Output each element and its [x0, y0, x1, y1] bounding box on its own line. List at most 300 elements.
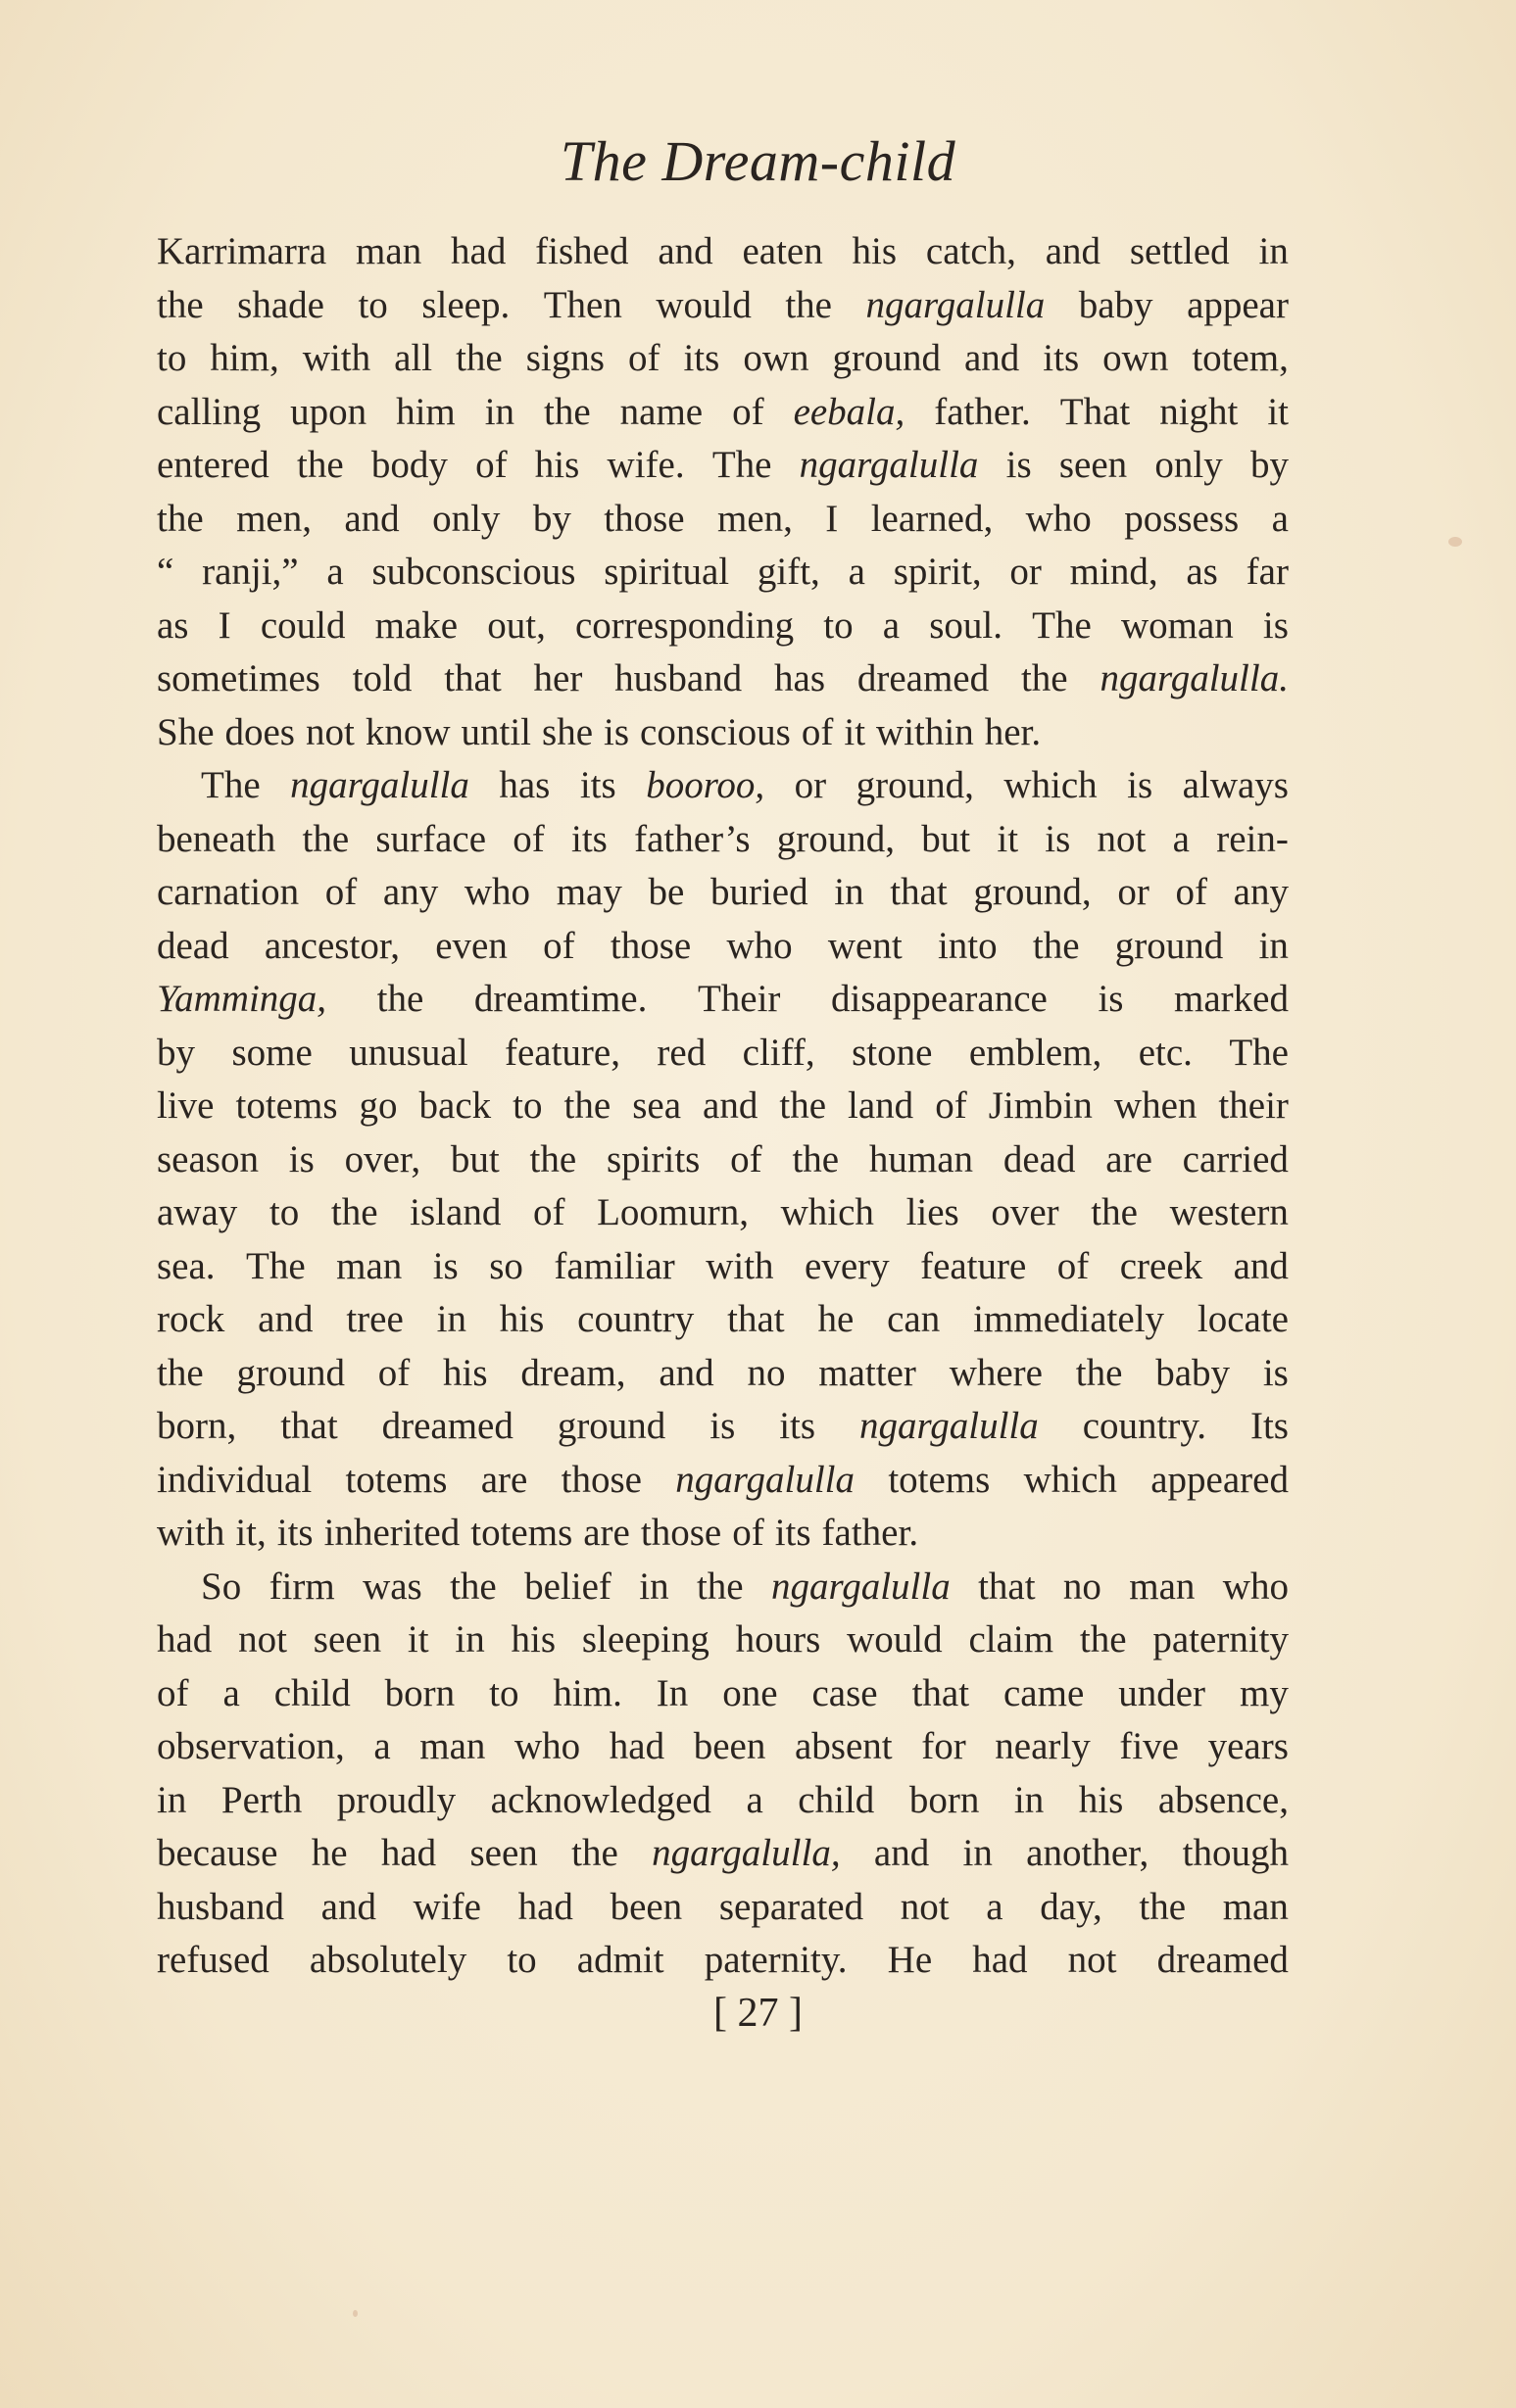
word: hours — [735, 1618, 821, 1661]
word: I — [218, 603, 231, 647]
word: sleep. — [421, 283, 511, 326]
word: man — [419, 1725, 486, 1767]
word: she — [542, 710, 594, 753]
word: the — [544, 390, 591, 433]
text-line — [157, 493, 1289, 547]
word: the — [1032, 924, 1080, 967]
word: of — [513, 817, 545, 860]
word: his — [534, 444, 580, 486]
word: case — [811, 1671, 878, 1714]
word: those — [610, 924, 692, 967]
word: of — [1175, 871, 1207, 913]
word: refused — [157, 1939, 269, 1981]
word: a — [986, 1885, 1003, 1928]
word: individual — [157, 1458, 313, 1501]
word: a — [326, 551, 344, 593]
word: The — [1032, 603, 1092, 647]
word: him, — [210, 337, 279, 379]
word: not — [306, 710, 355, 753]
word: the — [779, 1084, 827, 1127]
word: is — [1262, 603, 1289, 647]
word: of — [732, 390, 764, 433]
word: admit — [576, 1939, 664, 1981]
word: Jimbin — [988, 1084, 1093, 1127]
word: and — [344, 497, 400, 540]
word: born — [908, 1778, 980, 1821]
word: would — [656, 283, 752, 326]
word: away — [157, 1191, 238, 1233]
word: in — [455, 1618, 485, 1661]
text-line — [157, 1881, 1289, 1935]
word: claim — [968, 1618, 1054, 1661]
word: ground — [832, 337, 941, 379]
word: as — [1186, 551, 1218, 593]
word: had — [972, 1939, 1028, 1981]
word: that — [911, 1671, 970, 1714]
text-line — [157, 386, 1289, 440]
word: rock — [157, 1298, 225, 1340]
word: the — [785, 283, 832, 326]
word: no — [747, 1351, 786, 1394]
word: ngargalulla — [865, 283, 1046, 326]
word: child — [273, 1671, 351, 1714]
word: years — [1207, 1725, 1289, 1767]
word: settled — [1129, 230, 1230, 272]
word: to — [269, 1191, 300, 1233]
text-line — [157, 279, 1289, 333]
word: who — [1222, 1565, 1289, 1608]
text-line — [157, 1934, 1289, 1988]
word: etc. — [1138, 1031, 1193, 1074]
word: who — [464, 871, 531, 913]
word: with — [706, 1244, 774, 1287]
word: in — [639, 1565, 669, 1608]
word: has — [499, 764, 551, 806]
word: marked — [1174, 978, 1289, 1020]
word: emblem, — [968, 1031, 1102, 1074]
paper-speck — [1448, 537, 1462, 547]
word: sea. — [157, 1244, 216, 1287]
word: it — [844, 710, 866, 753]
text-line — [157, 759, 1289, 813]
word: can — [887, 1298, 941, 1340]
word: gift, — [757, 551, 820, 593]
word: had — [451, 230, 507, 272]
word: stone — [852, 1031, 933, 1074]
word: by — [157, 1031, 195, 1074]
word: know — [365, 710, 451, 753]
word: so — [489, 1244, 523, 1287]
word: those — [640, 1512, 722, 1554]
text-line — [157, 1133, 1289, 1187]
word: under — [1118, 1671, 1206, 1714]
word: that — [890, 871, 948, 913]
word: and — [1233, 1244, 1289, 1287]
word: of — [532, 1191, 565, 1233]
word: ground — [1114, 924, 1224, 967]
word: its — [774, 1512, 811, 1554]
word: the — [1075, 1351, 1123, 1394]
word: learned, — [870, 497, 994, 540]
word: to — [507, 1939, 537, 1981]
word: ground, — [776, 817, 896, 860]
word: proudly — [336, 1778, 457, 1821]
word: dreamed — [856, 657, 990, 699]
word: familiar — [554, 1244, 675, 1287]
text-line — [157, 332, 1289, 386]
word: and — [258, 1298, 314, 1340]
word: man — [356, 230, 422, 272]
word: its — [571, 817, 608, 860]
word: its — [683, 337, 720, 379]
word: appeared — [1150, 1458, 1289, 1501]
word: sleeping — [581, 1618, 709, 1661]
word: signs — [525, 337, 605, 379]
text-line — [157, 1774, 1289, 1828]
word: which — [1023, 1458, 1117, 1501]
word: country. — [1082, 1405, 1207, 1447]
word: catch, — [925, 230, 1016, 272]
word: dreamed — [1156, 1939, 1289, 1981]
word: day, — [1040, 1885, 1102, 1928]
word: spirits — [606, 1137, 701, 1180]
word: That — [1059, 390, 1131, 433]
word: observation, — [157, 1725, 345, 1767]
word: and — [1045, 230, 1101, 272]
word: by — [1249, 444, 1289, 486]
text-line — [157, 1240, 1289, 1294]
word: of — [801, 710, 834, 753]
word: to — [157, 337, 187, 379]
word: wife. — [607, 444, 685, 486]
word: been — [610, 1885, 683, 1928]
word: baby — [1155, 1351, 1231, 1394]
word: may — [556, 871, 622, 913]
word: sometimes — [157, 657, 320, 699]
word: is — [1127, 764, 1153, 806]
word: matter — [818, 1351, 916, 1394]
word: that — [978, 1565, 1036, 1608]
word: the — [376, 978, 424, 1020]
word: told — [352, 657, 413, 699]
word: husband — [614, 657, 743, 699]
word: The — [711, 444, 772, 486]
word: corresponding — [575, 603, 795, 647]
word: by — [532, 497, 571, 540]
word: his — [511, 1618, 557, 1661]
word: dreamtime. — [473, 978, 648, 1020]
word: red — [657, 1031, 707, 1074]
word: always — [1182, 764, 1289, 806]
word: in — [1013, 1778, 1045, 1821]
word: had — [380, 1832, 437, 1874]
word: and — [658, 230, 713, 272]
word: ngargalulla. — [1100, 657, 1289, 699]
word: spiritual — [604, 551, 730, 593]
text-line — [157, 920, 1289, 974]
text-line — [157, 1293, 1289, 1347]
word: in — [1258, 230, 1289, 272]
word: in — [484, 390, 515, 433]
word: eebala, — [793, 390, 905, 433]
word: separated — [718, 1885, 864, 1928]
word: was — [363, 1565, 422, 1608]
word: does — [224, 710, 295, 753]
word: her. — [984, 710, 1042, 753]
word: over, — [344, 1137, 421, 1180]
body-text — [157, 225, 1289, 1988]
word: of — [324, 871, 358, 913]
word: child — [798, 1778, 875, 1821]
text-line — [157, 973, 1289, 1027]
word: the — [529, 1137, 577, 1180]
text-line — [157, 439, 1289, 493]
word: Their — [697, 978, 781, 1020]
word: conscious — [640, 710, 791, 753]
word: is — [709, 1405, 736, 1447]
word: name — [619, 390, 704, 433]
word: of — [157, 1671, 189, 1714]
word: its — [1043, 337, 1080, 379]
word: lies — [905, 1191, 959, 1233]
word: inherited — [323, 1512, 461, 1554]
word: where — [949, 1351, 1043, 1394]
word: are — [1105, 1137, 1152, 1180]
word: body — [370, 444, 448, 486]
paragraph — [157, 1561, 1289, 1988]
word: not — [900, 1885, 950, 1928]
word: in — [962, 1832, 993, 1874]
word: has — [774, 657, 826, 699]
word: the — [571, 1832, 618, 1874]
word: the — [1079, 1618, 1127, 1661]
word: went — [827, 924, 903, 967]
word: back — [418, 1084, 492, 1127]
word: the — [696, 1565, 744, 1608]
word: of — [543, 924, 575, 967]
word: father. — [821, 1512, 919, 1554]
word: for — [921, 1725, 966, 1767]
word: as — [157, 603, 189, 647]
word: and — [873, 1832, 930, 1874]
running-head-title: The Dream-child — [560, 129, 956, 193]
word: dead — [157, 924, 229, 967]
word: in — [1258, 924, 1289, 967]
word: be — [648, 871, 685, 913]
word: absence, — [1157, 1778, 1289, 1821]
word: until — [461, 710, 532, 753]
word: in — [834, 871, 864, 913]
paragraph — [157, 225, 1289, 759]
text-line — [157, 652, 1289, 706]
word: only — [432, 497, 501, 540]
page-number: [ 27 ] — [713, 1991, 803, 2036]
word: sea — [632, 1084, 682, 1127]
word: to — [513, 1084, 543, 1127]
text-line — [157, 1080, 1289, 1133]
word: though — [1182, 1832, 1289, 1874]
word: some — [231, 1031, 313, 1074]
word: would — [847, 1618, 943, 1661]
word: upon — [290, 390, 367, 433]
word: when — [1113, 1084, 1198, 1127]
word: ngargalulla — [859, 1405, 1039, 1447]
word: born, — [157, 1405, 237, 1447]
word: to — [823, 603, 854, 647]
word: another, — [1026, 1832, 1149, 1874]
text-line — [157, 813, 1289, 867]
word: of — [627, 337, 660, 379]
word: acknowledged — [490, 1778, 711, 1821]
word: it — [1267, 390, 1289, 433]
word: or — [1009, 551, 1042, 593]
word: Loomurn, — [597, 1191, 749, 1233]
word: totems — [345, 1458, 448, 1501]
word: not — [238, 1618, 287, 1661]
word: a — [1172, 817, 1190, 860]
word: and — [659, 1351, 714, 1394]
word: is — [1098, 978, 1124, 1020]
word: carried — [1182, 1137, 1289, 1180]
word: its — [579, 764, 616, 806]
word: paternity — [1152, 1618, 1289, 1661]
word: beneath — [157, 817, 276, 860]
word: Perth — [220, 1778, 303, 1821]
word: In — [656, 1671, 689, 1714]
word: locate — [1197, 1298, 1289, 1340]
word: disappearance — [830, 978, 1048, 1020]
word: the — [157, 283, 204, 326]
word: ground — [557, 1405, 666, 1447]
word: immediately — [973, 1298, 1165, 1340]
word: land — [848, 1084, 914, 1127]
word: the — [157, 497, 204, 540]
word: but — [450, 1137, 500, 1180]
word: a — [746, 1778, 763, 1821]
word: ground, — [973, 871, 1092, 913]
word: nearly — [995, 1725, 1091, 1767]
word: every — [805, 1244, 890, 1287]
word: husband — [157, 1885, 284, 1928]
word: the — [450, 1565, 497, 1608]
word: and — [963, 337, 1020, 379]
word: ngargalulla — [799, 444, 979, 486]
word: its — [276, 1512, 314, 1554]
word: appear — [1187, 283, 1289, 326]
word: is — [1005, 444, 1032, 486]
word: no — [1062, 1565, 1101, 1608]
word: him. — [553, 1671, 622, 1714]
word: tree — [346, 1298, 404, 1340]
word: born — [384, 1671, 456, 1714]
word: absolutely — [309, 1939, 467, 1981]
word: men, — [236, 497, 312, 540]
word: a — [848, 551, 865, 593]
word: a — [222, 1671, 240, 1714]
word: the — [563, 1084, 611, 1127]
text-line — [157, 1613, 1289, 1667]
word: make — [374, 603, 459, 647]
text-line — [157, 600, 1289, 653]
word: dreamed — [381, 1405, 513, 1447]
word: the — [157, 1351, 204, 1394]
word: his — [499, 1298, 545, 1340]
word: country — [577, 1298, 695, 1340]
text-line — [157, 1186, 1289, 1240]
word: season — [157, 1137, 259, 1180]
word: in — [157, 1778, 187, 1821]
word: “ — [157, 551, 174, 593]
word: of — [475, 444, 508, 486]
word: mind, — [1069, 551, 1158, 593]
word: island — [410, 1191, 502, 1233]
word: any — [1233, 871, 1289, 913]
word: a — [882, 603, 901, 647]
word: its — [779, 1405, 816, 1447]
word: the — [1091, 1191, 1138, 1233]
word: unusual — [349, 1031, 468, 1074]
word: soul. — [929, 603, 1003, 647]
word: came — [1003, 1671, 1085, 1714]
word: his — [852, 230, 898, 272]
word: man — [1129, 1565, 1196, 1608]
word: I — [825, 497, 839, 540]
word: ancestor, — [264, 924, 400, 967]
text-line — [157, 1827, 1289, 1881]
word: had — [157, 1618, 213, 1661]
word: one — [722, 1671, 778, 1714]
word: carnation — [157, 871, 300, 913]
word: had — [517, 1885, 573, 1928]
word: with — [302, 337, 371, 379]
word: not — [1097, 817, 1147, 860]
text-line — [157, 225, 1289, 279]
word: in — [436, 1298, 466, 1340]
word: ngargalulla, — [652, 1832, 841, 1874]
word: own — [743, 337, 809, 379]
word: had — [609, 1725, 665, 1767]
word: Karrimarra — [157, 230, 327, 272]
word: and — [703, 1084, 758, 1127]
word: which — [780, 1191, 874, 1233]
word: it, — [235, 1512, 267, 1554]
word: his — [1078, 1778, 1124, 1821]
word: is — [432, 1244, 459, 1287]
word: even — [435, 924, 508, 967]
word: father’s — [634, 817, 751, 860]
word: rein- — [1216, 817, 1289, 860]
word: of — [732, 1512, 764, 1554]
word: that — [444, 657, 502, 699]
word: night — [1159, 390, 1239, 433]
word: over — [991, 1191, 1059, 1233]
word: entered — [157, 444, 269, 486]
word: live — [157, 1084, 215, 1127]
word: shade — [237, 283, 324, 326]
word: So — [201, 1565, 242, 1608]
text-line — [157, 1400, 1289, 1454]
word: far — [1246, 551, 1289, 593]
word: he — [311, 1832, 348, 1874]
word: ngargalulla — [675, 1458, 856, 1501]
word: seen — [1058, 444, 1128, 486]
word: Yamminga, — [157, 978, 327, 1020]
word: it — [997, 817, 1019, 860]
word: possess — [1124, 497, 1240, 540]
word: not — [1067, 1939, 1117, 1981]
word: The — [246, 1244, 306, 1287]
word: man — [1222, 1885, 1289, 1928]
